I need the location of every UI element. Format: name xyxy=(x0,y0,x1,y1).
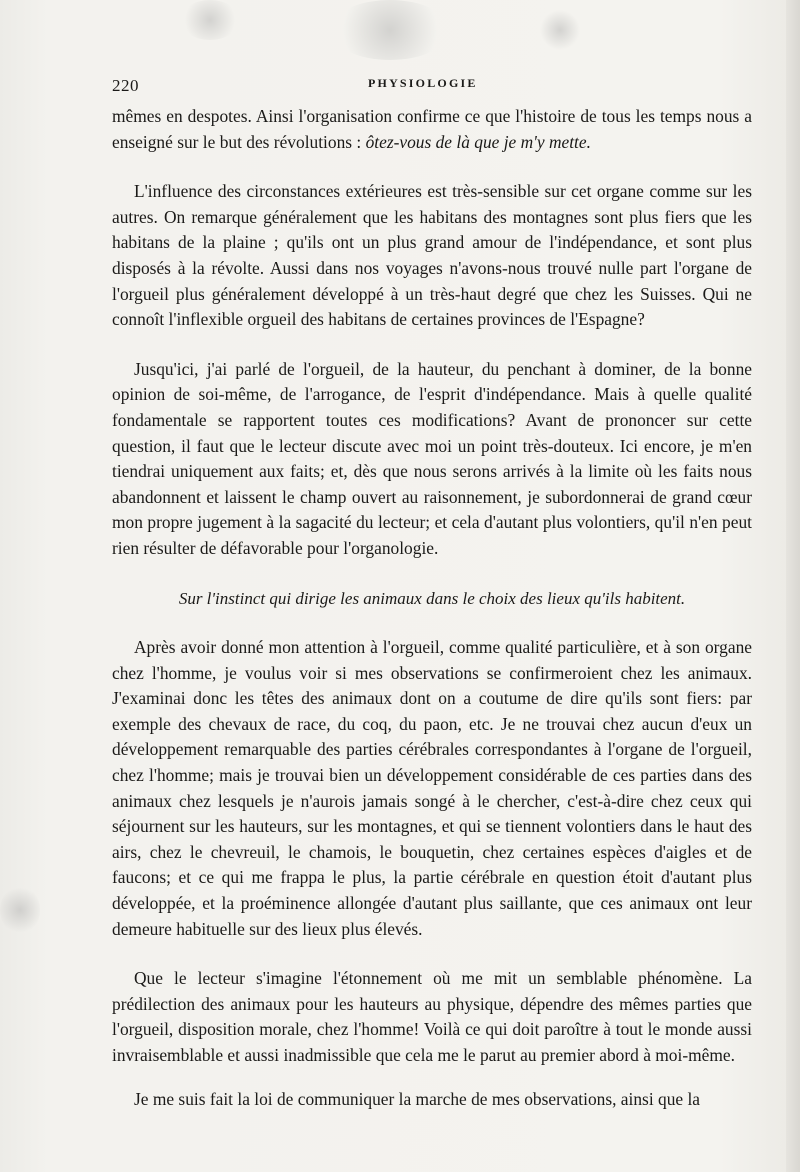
italic-quote: ôtez-vous de là que je m'y mette. xyxy=(365,131,591,152)
paragraph: L'influence des circonstances extérieures est très-sensible sur cet organe comme sur les autres. On remarque généralement que les habitans des montagnes sont plus fiers que les habitans de la plaine ; qu'ils ont un plus grand amour de l'indépendance, et sont plus disposés à la révolte. Aussi dans nos voyages n'avons-nous trouvé nulle part l'organe de l'orgueil plus généralement développé à un très-haut degré que chez les Suisses. Qui ne connoît l'inflexible orgueil des habitans de certaines provinces de l'Espagne? xyxy=(112,181,752,330)
ink-smudge xyxy=(0,885,40,935)
ink-smudge xyxy=(180,0,240,40)
running-title: PHYSIOLOGIE xyxy=(368,76,478,90)
paragraph: Après avoir donné mon attention à l'orgueil, comme qualité particulière, et à son organe chez l'homme, je voulus voir si mes observations se confirmeroient chez les animaux. J'examinai donc les têtes des animaux dont on a coutume de dire qu'ils sont fiers: par exemple des chevaux de race, du coq, du paon, etc. Je ne trouvai chez aucun d'eux un développement remarquable des parties cérébrales correspondantes à l'organe de l'orgueil, chez l'homme; mais je trouvai bien un développement considérable de ces parties dans des animaux chez lesquels je n'aurois jamais songé à le chercher, c'est-à-dire chez ceux qui séjournent sur les hauteurs, sur les montagnes, et qui se tiennent volontiers dans le haut des airs, chez le chevreuil, le chamois, le bouquetin, chez certaines espèces d'aigles et de faucons; et ce qui me frappa le plus, la partie cérébrale en question étoit d'autant plus développée, et la proéminence allongée d'autant plus saillante, que ces animaux ont leur demeure habituelle sur des lieux plus élevés. xyxy=(112,637,752,939)
paragraph xyxy=(112,104,752,155)
paragraph: Jusqu'ici, j'ai parlé de l'orgueil, de la hauteur, du penchant à dominer, de la bonne opinion de soi-même, de l'arrogance, de l'esprit d'indépendance. Mais à quelle qualité fondamentale se rapportent toutes ces modifications? Avant de prononcer sur cette question, il faut que le lecteur discute avec moi un point très-douteux. Ici encore, je m'en tiendrai uniquement aux faits; et, dès que nous serons arrivés à la limite où les faits nous abandonnent et laissent le champ ouvert au raisonnement, je subordonnerai de grand cœur mon propre jugement à la sagacité du lecteur; et cela d'autant plus volontiers, qu'il n'en peut rien résulter de défavorable pour l'organologie. xyxy=(112,358,752,558)
section-heading: Sur l'instinct qui dirige les animaux dans le choix des lieux qu'ils habitent. xyxy=(178,588,686,608)
paragraph-text: mêmes en despotes. Ainsi l'organisation confirme ce que l'histoire de tous les temps nous a enseigné sur le but des révolutions : xyxy=(112,106,752,152)
paragraph: Je me suis fait la loi de communiquer la marche de mes observations, ainsi que la xyxy=(134,1088,701,1109)
ink-smudge xyxy=(540,10,580,50)
page-edge xyxy=(786,0,800,1172)
body-text xyxy=(112,104,752,1112)
page-number: 220 xyxy=(112,76,139,95)
paragraph: Que le lecteur s'imagine l'étonnement où me mit un semblable phénomène. La prédilection des animaux pour les hauteurs au physique, dépendre des mêmes parties que l'orgueil, disposition morale, chez l'homme! Voilà ce qui doit paroître à tout le monde aussi invraisemblable et aussi inadmissible que cela me le parut au premier abord à moi-même. xyxy=(112,968,752,1065)
ink-smudge xyxy=(330,0,450,60)
page-header xyxy=(112,76,752,96)
